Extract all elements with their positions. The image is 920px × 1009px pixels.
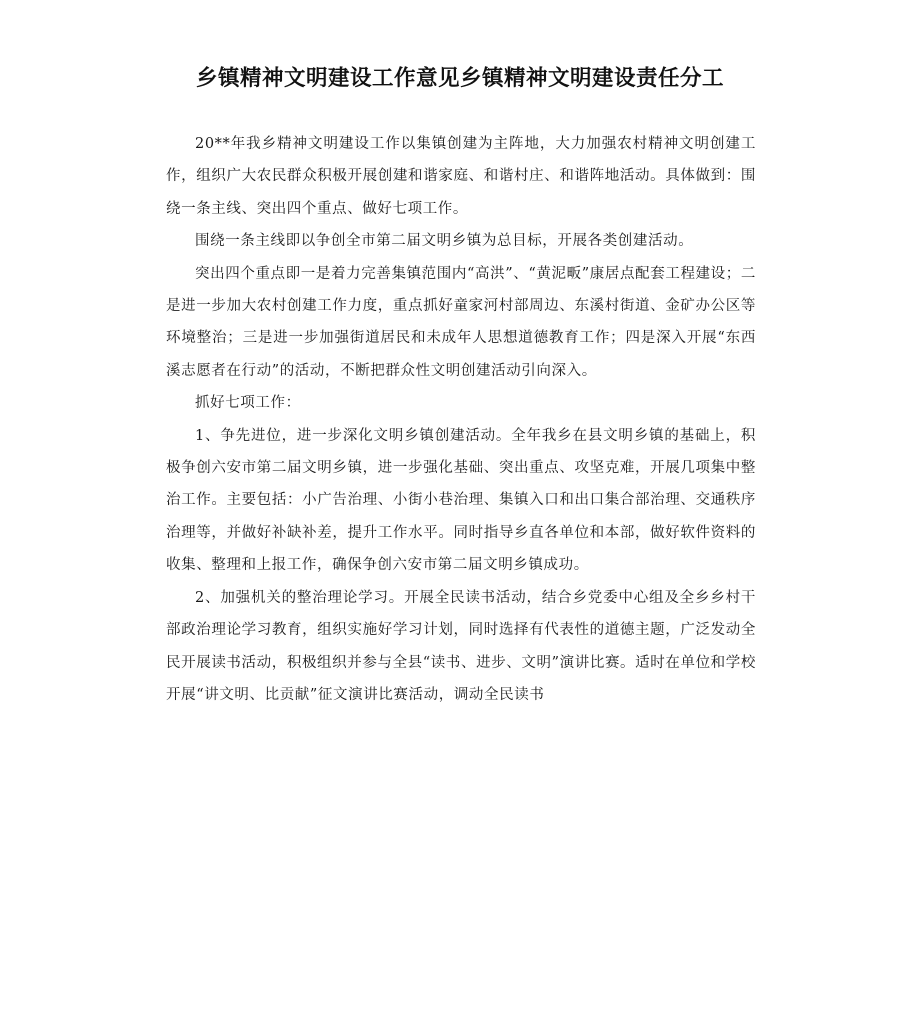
paragraph-main-line: 围绕一条主线即以争创全市第二届文明乡镇为总目标，开展各类创建活动。 [195, 233, 694, 250]
document-title: 乡镇精神文明建设工作意见乡镇精神文明建设责任分工 [195, 66, 724, 91]
document-body [166, 128, 756, 711]
paragraph-task-1: 1、争先进位，进一步深化文明乡镇创建活动。全年我乡在县文明乡镇的基础上，积极争创六安市第二届文明乡镇，进一步强化基础、突出重点、攻坚克难，开展几项集中整治工作。主要包括：小广告治理、小街小巷治理、集镇入口和出口集合部治理、交通秩序治理等，并做好补缺补差，提升工作水平。同时指导乡直各单位和本部，做好软件资料的收集、整理和上报工作，确保争创六安市第二届文明乡镇成功。 [166, 427, 756, 574]
paragraph-four-focuses: 突出四个重点即一是着力完善集镇范围内“高洪”、“黄泥畈”康居点配套工程建设；二是进一步加大农村创建工作力度，重点抓好童家河村部周边、东溪村街道、金矿办公区等环境整治；三是进一步加强街道居民和未成年人思想道德教育工作；四是深入开展“东西溪志愿者在行动”的活动，不断把群众性文明创建活动引向深入。 [166, 265, 756, 379]
paragraph-intro: 20**年我乡精神文明建设工作以集镇创建为主阵地，大力加强农村精神文明创建工作，组织广大农民群众积极开展创建和谐家庭、和谐村庄、和谐阵地活动。具体做到：围绕一条主线、突出四个重点、做好七项工作。 [166, 136, 756, 217]
paragraph-seven-tasks-heading: 抓好七项工作： [195, 395, 301, 412]
paragraph-task-2: 2、加强机关的整治理论学习。开展全民读书活动，结合乡党委中心组及全乡乡村干部政治理论学习教育，组织实施好学习计划，同时选择有代表性的道德主题，广泛发动全民开展读书活动，积极组织并参与全县“读书、进步、文明”演讲比赛。适时在单位和学校开展“讲文明、比贡献”征文演讲比赛活动，调动全民读书 [166, 589, 756, 703]
